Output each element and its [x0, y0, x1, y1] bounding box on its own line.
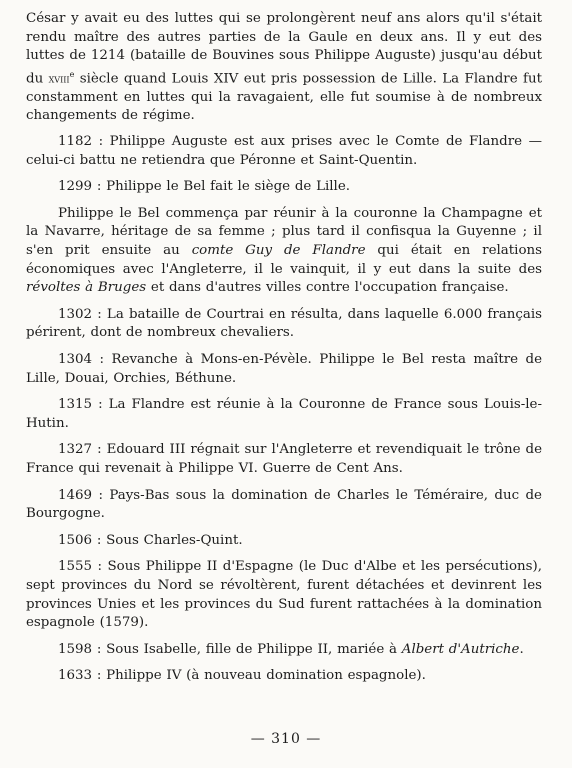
text-run: 1327 : Edouard III régnait sur l'Angleterre et revendiquait le trône de France qui revenait à Philippe VI. Guerre de Cent Ans. — [26, 442, 542, 476]
paragraph-p-1555 — [26, 558, 542, 632]
text-run: 1469 : Pays-Bas sous la domination de Charles le Téméraire, duc de Bourgogne. — [26, 487, 542, 522]
paragraph-intro — [26, 10, 542, 126]
text-run: Philippe le Bel commença par réunir à la couronne la Champagne et la Navarre, héritage de sa femme ; plus tard il confisqua la Guyenne ; il s'en prit ensuite au — [26, 205, 542, 258]
text-run: 1304 : Revanche à Mons-en-Pévèle. Philippe le Bel resta maître de Lille, Douai, Orchies, Béthune. — [26, 351, 542, 386]
italic-phrase: révoltes à Bruges — [26, 280, 147, 296]
body-text — [26, 10, 542, 686]
paragraph-p-1469 — [26, 487, 542, 524]
paragraph-p-1302 — [26, 306, 542, 343]
text-run: siècle quand Louis XIV eut pris possession de Lille. La Flandre fut constamment en luttes qui la ravagaient, elle fut soumise à de nombreux changements de régime. — [26, 71, 542, 124]
page-number: — 310 — — [250, 731, 322, 747]
superscript: e — [69, 69, 75, 79]
text-run: . — [519, 641, 524, 657]
paragraph-p-bel — [26, 205, 542, 298]
paragraph-p-1182 — [26, 133, 542, 170]
paragraph-p-1315 — [26, 396, 542, 433]
paragraph-p-1633 — [26, 667, 542, 686]
text-run: qui était en relations économiques avec l'Angleterre, il le vainquit, il y eut dans la suite des — [26, 243, 542, 277]
text-run: 1555 : Sous Philippe II d'Espagne (le Duc d'Albe et les persécutions), sept provinces du Nord se révoltèrent, furent détachées et devinrent les provinces Unies et les provinces du Sud furent rattachées à la domination espagnole (1579). — [26, 559, 542, 631]
text-run: 1182 : Philippe Auguste est aux prises avec le Comte de Flandre — celui-ci battu ne retiendra que Péronne et Saint-Quentin. — [26, 134, 542, 168]
text-run: 1506 : Sous Charles-Quint. — [58, 532, 243, 548]
text-run: 1302 : La bataille de Courtrai en résulta, dans laquelle 6.000 français périrent, dont de nombreux chevaliers. — [26, 306, 542, 341]
paragraph-p-1327 — [26, 441, 542, 478]
text-run: 1598 : Sous Isabelle, fille de Philippe II, mariée à — [58, 641, 402, 657]
paragraph-p-1506 — [26, 532, 542, 551]
text-run: 1315 : La Flandre est réunie à la Couronne de France sous Louis-le-Hutin. — [26, 397, 542, 431]
text-run: 1633 : Philippe IV (à nouveau domination espagnole). — [58, 668, 426, 684]
text-run: César y avait eu des luttes qui se prolongèrent neuf ans alors qu'il s'était rendu maître des autres parties de la Gaule en deux ans. Il y eut des luttes de 1214 (bataille de Bouvines sous Philippe Auguste) jusqu'au début du — [26, 11, 542, 87]
century-numeral: xviii — [48, 71, 70, 86]
paragraph-p-1299 — [26, 178, 542, 197]
text-run: 1299 : Philippe le Bel fait le siège de Lille. — [58, 179, 351, 195]
italic-phrase: Albert d'Autriche — [401, 641, 520, 657]
italic-phrase: comte Guy de Flandre — [191, 243, 366, 258]
paragraph-p-1598 — [26, 641, 542, 660]
text-run: et dans d'autres villes contre l'occupation française. — [146, 280, 509, 296]
paragraph-p-1304 — [26, 351, 542, 388]
